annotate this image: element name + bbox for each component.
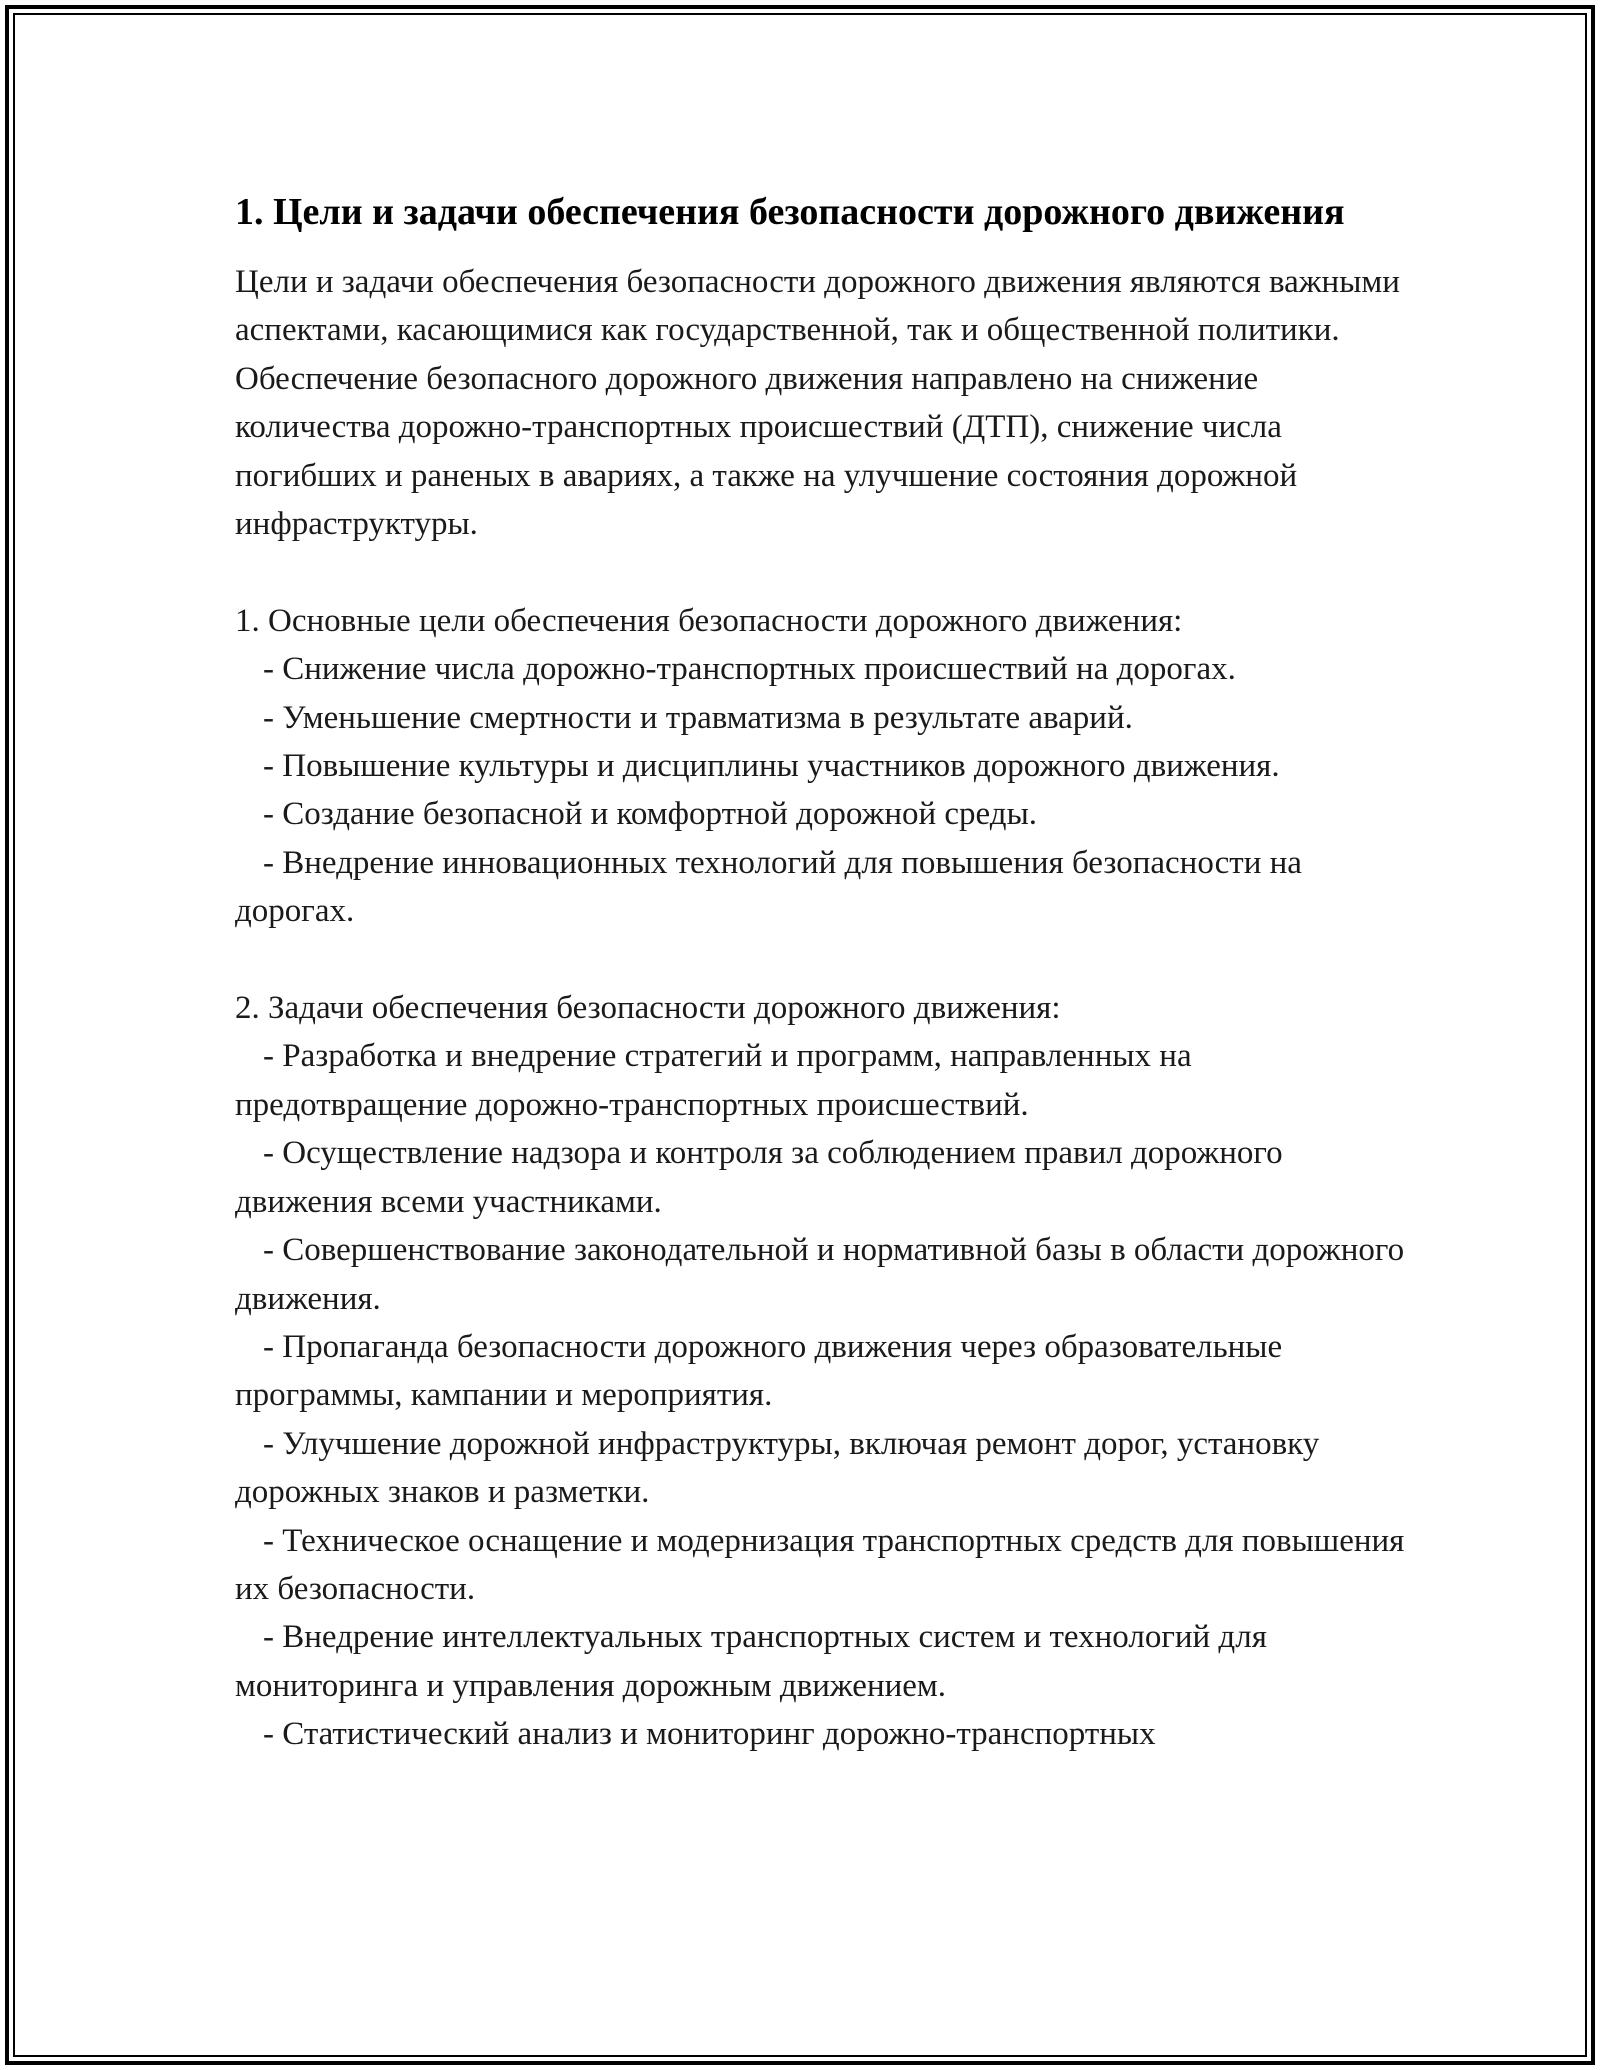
list-item: - Уменьшение смертности и травматизма в результате аварий. — [263, 699, 1133, 736]
list-item: - Статистический анализ и мониторинг дорожно-транспортных — [263, 1716, 1156, 1753]
list-item: - Внедрение инновационных технологий для повышения безопасности на дорогах. — [235, 844, 1302, 930]
list-item: - Совершенствование законодательной и нормативной базы в области дорожного движения. — [235, 1232, 1405, 1317]
tasks-section — [235, 984, 1415, 1759]
list-item: - Повышение культуры и дисциплины участников дорожного движения. — [263, 748, 1280, 785]
goals-title: 1. Основные цели обеспечения безопасности дорожного движения: — [235, 602, 1183, 639]
list-item: - Снижение числа дорожно-транспортных происшествий на дорогах. — [263, 651, 1236, 688]
tasks-title: 2. Задачи обеспечения безопасности дорожного движения: — [235, 990, 1061, 1027]
list-item: - Создание безопасной и комфортной дорожной среды. — [263, 796, 1037, 833]
list-item: - Осуществление надзора и контроля за соблюдением правил дорожного движения всеми участниками. — [235, 1135, 1283, 1220]
section-heading: 1. Цели и задачи обеспечения безопасности дорожного движения — [235, 191, 1345, 233]
list-item: - Разработка и внедрение стратегий и программ, направленных на предотвращение дорожно-транспортных происшествий. — [235, 1038, 1192, 1123]
list-item: - Пропаганда безопасности дорожного движения через образовательные программы, кампании и мероприятия. — [235, 1328, 1283, 1414]
list-item: - Внедрение интеллектуальных транспортных систем и технологий для мониторинга и управления дорожным движением. — [235, 1619, 1267, 1704]
list-item: - Техническое оснащение и модернизация транспортных средств для повышения их безопасности. — [235, 1522, 1405, 1607]
goals-section — [235, 597, 1415, 936]
intro-paragraph: Цели и задачи обеспечения безопасности дорожного движения являются важными аспектами, касающимися как государственной, так и общественной политики. Обеспечение безопасного дорожного движения направлено на снижение количества дорожно-транспортных происшествий (ДТП), снижение числа погибших и раненых в авариях, а также на улучшение состояния дорожной инфраструктуры. — [235, 264, 1400, 543]
document-body — [235, 185, 1415, 1759]
list-item: - Улучшение дорожной инфраструктуры, включая ремонт дорог, установку дорожных знаков и разметки. — [235, 1425, 1320, 1511]
